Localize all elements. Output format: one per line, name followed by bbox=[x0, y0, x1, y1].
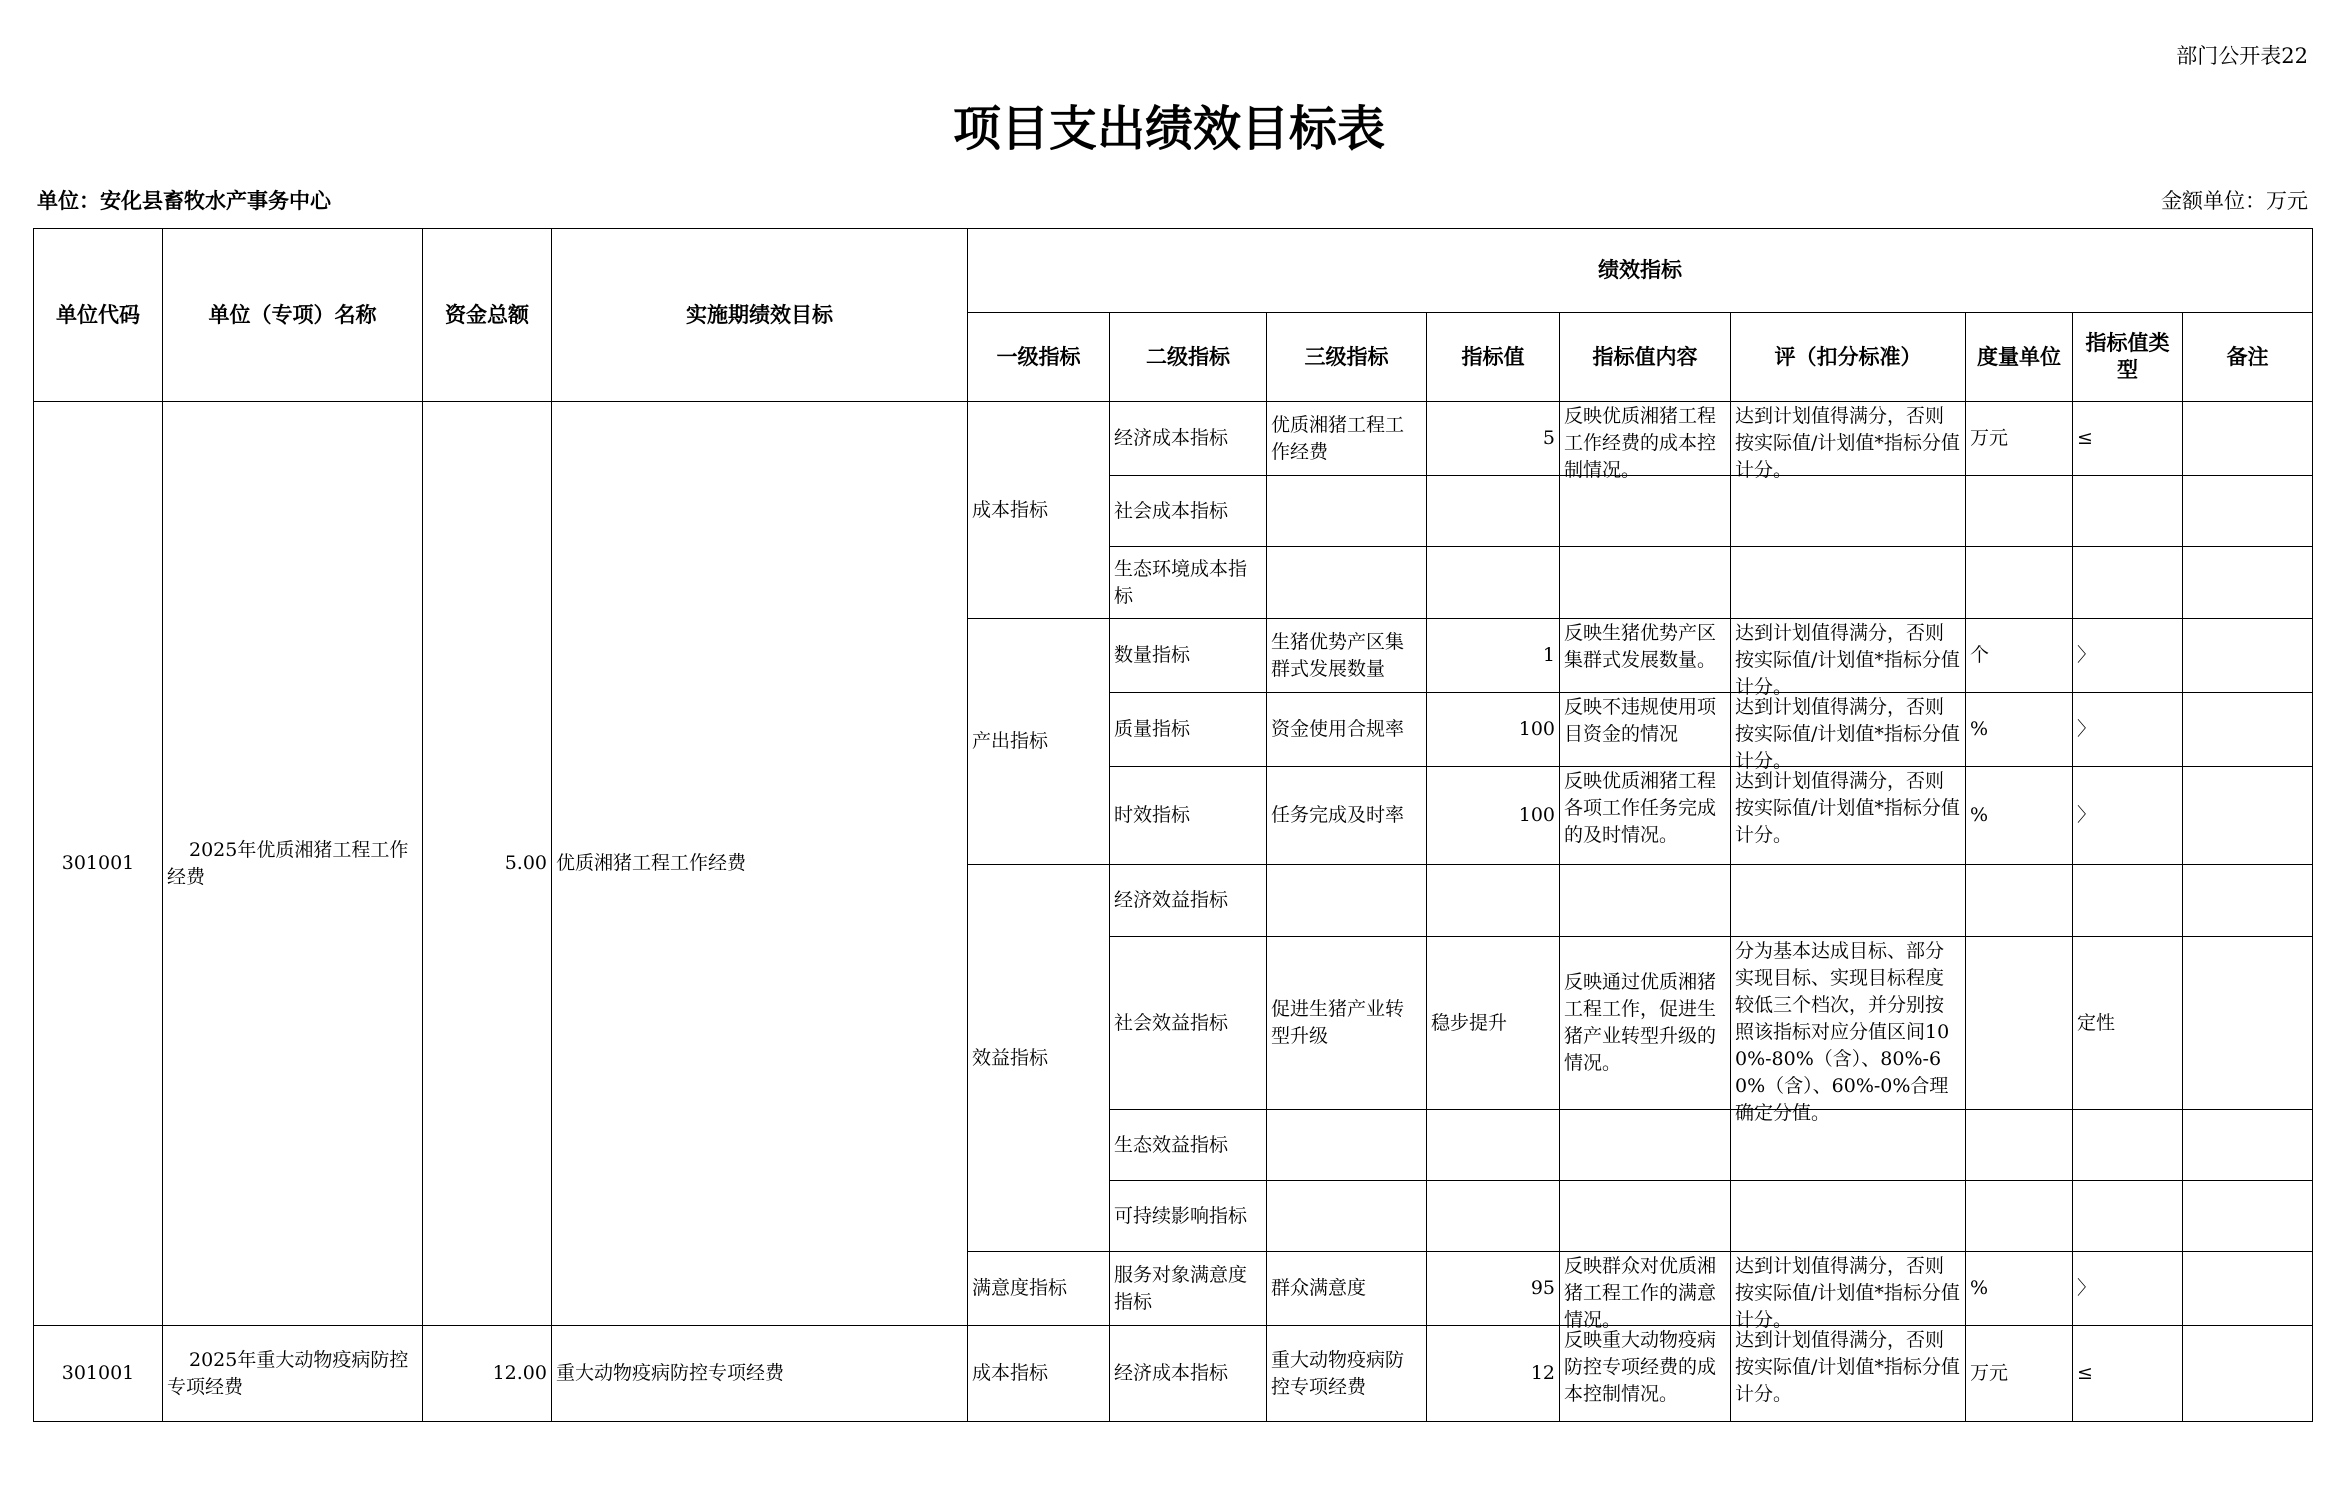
cell-vtype bbox=[2073, 865, 2183, 937]
col-header-measure: 度量单位 bbox=[1966, 313, 2073, 402]
cell-value bbox=[1427, 547, 1560, 619]
cell-lvl2: 生态环境成本指标 bbox=[1110, 547, 1267, 619]
lvl1-cost: 成本指标 bbox=[968, 1326, 1110, 1422]
cell-lvl2: 数量指标 bbox=[1110, 619, 1267, 693]
col-header-lvl1: 一级指标 bbox=[968, 313, 1110, 402]
cell-lvl2: 经济成本指标 bbox=[1110, 402, 1267, 476]
cell-value: 5 bbox=[1427, 402, 1560, 476]
project-name: 2025年重大动物疫病防控专项经费 bbox=[163, 1326, 423, 1422]
cell-measure: 个 bbox=[1966, 619, 2073, 693]
cell-rule: 达到计划值得满分，否则按实际值/计划值*指标分值计分。 bbox=[1731, 1326, 1966, 1422]
cell-lvl3 bbox=[1267, 1181, 1427, 1252]
cell-lvl3: 群众满意度 bbox=[1267, 1252, 1427, 1326]
cell-lvl3 bbox=[1267, 547, 1427, 619]
cell-vtype bbox=[2073, 476, 2183, 547]
cell-value: 100 bbox=[1427, 767, 1560, 865]
cell-lvl2: 时效指标 bbox=[1110, 767, 1267, 865]
table-row bbox=[34, 1326, 2313, 1422]
cell-content bbox=[1560, 865, 1731, 937]
project-name: 2025年优质湘猪工程工作经费 bbox=[163, 402, 423, 1326]
cell-value bbox=[1427, 1110, 1560, 1181]
col-header-perf: 绩效指标 bbox=[968, 229, 2313, 313]
col-header-code: 单位代码 bbox=[34, 229, 163, 402]
form-code-label: 部门公开表22 bbox=[2176, 44, 2308, 68]
project-code: 301001 bbox=[34, 402, 163, 1326]
col-header-amount: 资金总额 bbox=[423, 229, 552, 402]
cell-rule: 达到计划值得满分，否则按实际值/计划值*指标分值计分。 bbox=[1731, 767, 1966, 865]
performance-table bbox=[33, 228, 2313, 1422]
cell-content bbox=[1560, 547, 1731, 619]
cell-content: 反映生猪优势产区集群式发展数量。 bbox=[1560, 619, 1731, 693]
cell-rule bbox=[1731, 865, 1966, 937]
col-header-vtype: 指标值类型 bbox=[2073, 313, 2183, 402]
cell-lvl3: 资金使用合规率 bbox=[1267, 693, 1427, 767]
cell-value: 稳步提升 bbox=[1427, 937, 1560, 1110]
cell-rule: 达到计划值得满分，否则按实际值/计划值*指标分值计分。 bbox=[1731, 402, 1966, 476]
cell-vtype: 定性 bbox=[2073, 937, 2183, 1110]
cell-measure bbox=[1966, 1181, 2073, 1252]
cell-content bbox=[1560, 1110, 1731, 1181]
cell-vtype: ≤ bbox=[2073, 1326, 2183, 1422]
cell-note bbox=[2183, 619, 2313, 693]
cell-value bbox=[1427, 865, 1560, 937]
cell-measure: % bbox=[1966, 693, 2073, 767]
col-header-content: 指标值内容 bbox=[1560, 313, 1731, 402]
cell-content: 反映不违规使用项目资金的情况 bbox=[1560, 693, 1731, 767]
page-title: 项目支出绩效目标表 bbox=[952, 101, 1385, 157]
cell-content: 反映优质湘猪工程工作经费的成本控制情况。 bbox=[1560, 402, 1731, 476]
cell-measure bbox=[1966, 476, 2073, 547]
cell-note bbox=[2183, 547, 2313, 619]
cell-value: 100 bbox=[1427, 693, 1560, 767]
cell-note bbox=[2183, 402, 2313, 476]
cell-note bbox=[2183, 937, 2313, 1110]
cell-lvl3: 优质湘猪工程工作经费 bbox=[1267, 402, 1427, 476]
project-code: 301001 bbox=[34, 1326, 163, 1422]
cell-value: 1 bbox=[1427, 619, 1560, 693]
col-header-note: 备注 bbox=[2183, 313, 2313, 402]
project-goal: 优质湘猪工程工作经费 bbox=[552, 402, 968, 1326]
cell-note bbox=[2183, 1326, 2313, 1422]
cell-content: 反映通过优质湘猪工程工作，促进生猪产业转型升级的情况。 bbox=[1560, 937, 1731, 1110]
cell-vtype bbox=[2073, 1181, 2183, 1252]
project-goal: 重大动物疫病防控专项经费 bbox=[552, 1326, 968, 1422]
project-amount: 5.00 bbox=[423, 402, 552, 1326]
lvl1-cost: 成本指标 bbox=[968, 402, 1110, 619]
cell-vtype: 〉 bbox=[2073, 767, 2183, 865]
lvl1-benefit: 效益指标 bbox=[968, 865, 1110, 1252]
cell-value: 95 bbox=[1427, 1252, 1560, 1326]
cell-lvl3 bbox=[1267, 1110, 1427, 1181]
cell-lvl2: 生态效益指标 bbox=[1110, 1110, 1267, 1181]
cell-vtype: 〉 bbox=[2073, 619, 2183, 693]
cell-value: 12 bbox=[1427, 1326, 1560, 1422]
cell-lvl3: 重大动物疫病防控专项经费 bbox=[1267, 1326, 1427, 1422]
cell-note bbox=[2183, 1181, 2313, 1252]
cell-lvl2: 经济成本指标 bbox=[1110, 1326, 1267, 1422]
cell-content bbox=[1560, 476, 1731, 547]
cell-measure: 万元 bbox=[1966, 1326, 2073, 1422]
cell-content: 反映群众对优质湘猪工程工作的满意情况。 bbox=[1560, 1252, 1731, 1326]
cell-lvl2: 质量指标 bbox=[1110, 693, 1267, 767]
cell-rule: 达到计划值得满分，否则按实际值/计划值*指标分值计分。 bbox=[1731, 1252, 1966, 1326]
cell-content: 反映重大动物疫病防控专项经费的成本控制情况。 bbox=[1560, 1326, 1731, 1422]
cell-measure bbox=[1966, 1110, 2073, 1181]
cell-measure: % bbox=[1966, 767, 2073, 865]
cell-measure bbox=[1966, 937, 2073, 1110]
cell-value bbox=[1427, 1181, 1560, 1252]
cell-rule bbox=[1731, 476, 1966, 547]
cell-content bbox=[1560, 1181, 1731, 1252]
cell-note bbox=[2183, 1110, 2313, 1181]
project-amount: 12.00 bbox=[423, 1326, 552, 1422]
cell-rule: 达到计划值得满分，否则按实际值/计划值*指标分值计分。 bbox=[1731, 693, 1966, 767]
cell-lvl2: 可持续影响指标 bbox=[1110, 1181, 1267, 1252]
cell-rule bbox=[1731, 1181, 1966, 1252]
cell-measure: 万元 bbox=[1966, 402, 2073, 476]
table-row bbox=[34, 402, 2313, 476]
cell-lvl2: 社会效益指标 bbox=[1110, 937, 1267, 1110]
cell-note bbox=[2183, 476, 2313, 547]
cell-vtype: 〉 bbox=[2073, 1252, 2183, 1326]
cell-lvl3 bbox=[1267, 476, 1427, 547]
col-header-rule: 评（扣分标准） bbox=[1731, 313, 1966, 402]
cell-vtype bbox=[2073, 547, 2183, 619]
cell-note bbox=[2183, 1252, 2313, 1326]
cell-measure bbox=[1966, 547, 2073, 619]
cell-measure: % bbox=[1966, 1252, 2073, 1326]
cell-value bbox=[1427, 476, 1560, 547]
cell-lvl2: 社会成本指标 bbox=[1110, 476, 1267, 547]
cell-content: 反映优质湘猪工程各项工作任务完成的及时情况。 bbox=[1560, 767, 1731, 865]
money-unit-label: 金额单位：万元 bbox=[2161, 189, 2308, 213]
cell-vtype bbox=[2073, 1110, 2183, 1181]
cell-rule: 分为基本达成目标、部分实现目标、实现目标程度较低三个档次，并分别按照该指标对应分值区间100%-80%（含）、80%-60%（含）、60%-0%合理确定分值。 bbox=[1731, 937, 1966, 1110]
col-header-goal: 实施期绩效目标 bbox=[552, 229, 968, 402]
col-header-value: 指标值 bbox=[1427, 313, 1560, 402]
col-header-name: 单位（专项）名称 bbox=[163, 229, 423, 402]
cell-note bbox=[2183, 865, 2313, 937]
col-header-lvl2: 二级指标 bbox=[1110, 313, 1267, 402]
unit-label: 单位：安化县畜牧水产事务中心 bbox=[37, 189, 331, 213]
cell-lvl2: 服务对象满意度指标 bbox=[1110, 1252, 1267, 1326]
cell-rule: 达到计划值得满分，否则按实际值/计划值*指标分值计分。 bbox=[1731, 619, 1966, 693]
cell-lvl3: 任务完成及时率 bbox=[1267, 767, 1427, 865]
cell-lvl3 bbox=[1267, 865, 1427, 937]
col-header-lvl3: 三级指标 bbox=[1267, 313, 1427, 402]
cell-measure bbox=[1966, 865, 2073, 937]
cell-lvl3: 促进生猪产业转型升级 bbox=[1267, 937, 1427, 1110]
lvl1-satisfaction: 满意度指标 bbox=[968, 1252, 1110, 1326]
cell-lvl3: 生猪优势产区集群式发展数量 bbox=[1267, 619, 1427, 693]
cell-note bbox=[2183, 767, 2313, 865]
cell-lvl2: 经济效益指标 bbox=[1110, 865, 1267, 937]
cell-rule bbox=[1731, 547, 1966, 619]
lvl1-output: 产出指标 bbox=[968, 619, 1110, 865]
cell-vtype: 〉 bbox=[2073, 693, 2183, 767]
cell-vtype: ≤ bbox=[2073, 402, 2183, 476]
cell-note bbox=[2183, 693, 2313, 767]
